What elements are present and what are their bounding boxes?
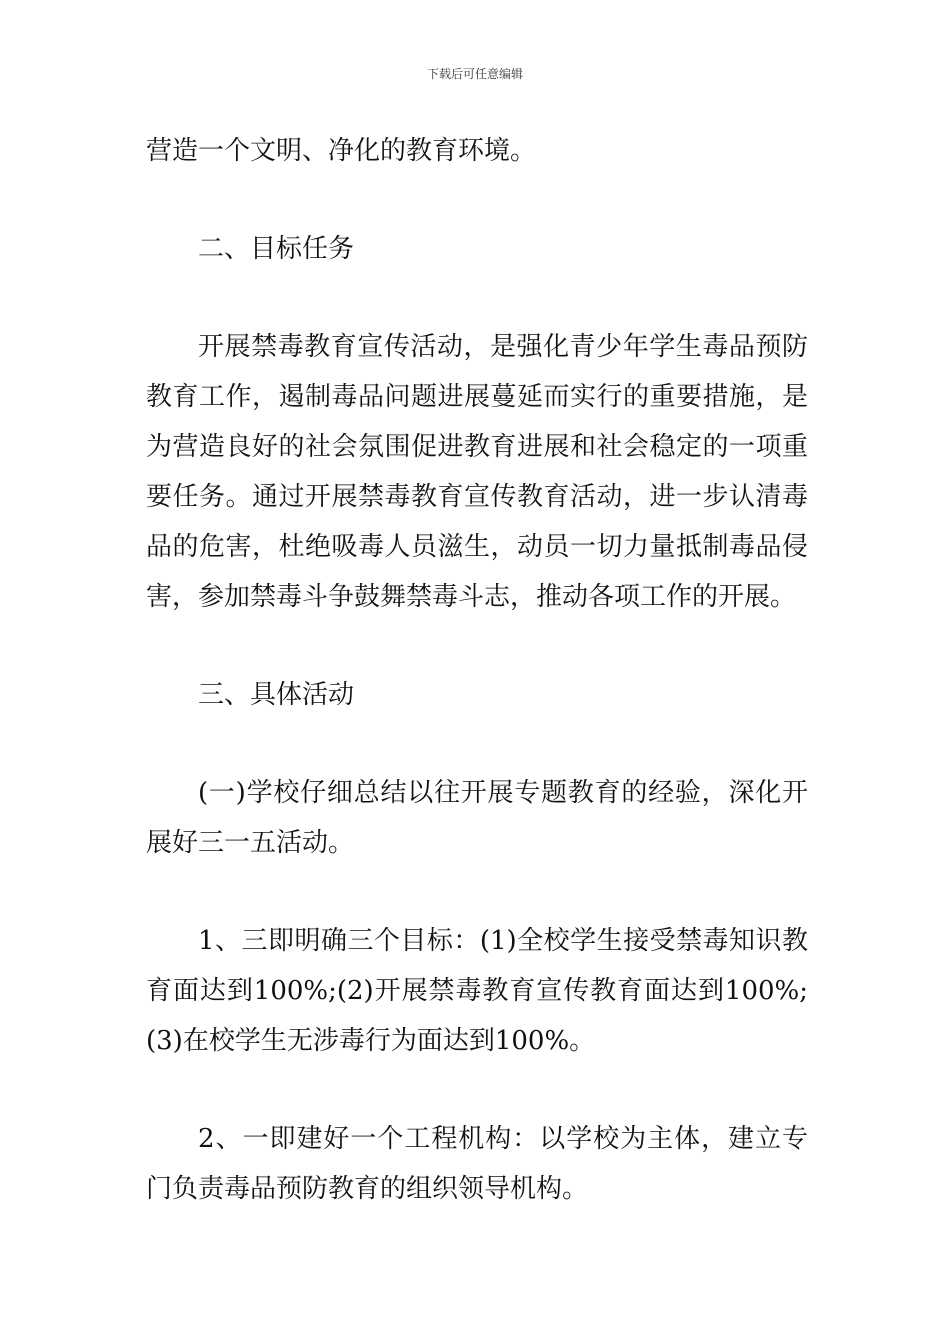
paragraph-activity-intro: (一)学校仔细总结以往开展专题教育的经验，深化开展好三一五活动。	[146, 778, 808, 858]
page-header: 下载后可任意编辑	[426, 67, 523, 81]
paragraph-item-2: 2、一即建好一个工程机构：以学校为主体，建立专门负责毒品预防教育的组织领导机构。	[146, 1124, 808, 1204]
document-body	[146, 126, 808, 1262]
section-heading-activities: 三、具体活动	[198, 680, 355, 710]
paragraph-item-1: 1、三即明确三个目标：(1)全校学生接受禁毒知识教育面达到100%;(2)开展禁毒教育宣传教育面达到100%;(3)在校学生无涉毒行为面达到100%。	[146, 926, 808, 1056]
section-heading-goals: 二、目标任务	[198, 234, 355, 264]
paragraph-continuation: 营造一个文明、净化的教育环境。	[146, 136, 537, 166]
paragraph-goals: 开展禁毒教育宣传活动，是强化青少年学生毒品预防教育工作，遏制毒品问题进展蔓延而实行的重要措施，是为营造良好的社会氛围促进教育进展和社会稳定的一项重要任务。通过开展禁毒教育宣传教育活动，进一步认清毒品的危害，杜绝吸毒人员滋生，动员一切力量抵制毒品侵害，参加禁毒斗争鼓舞禁毒斗志，推动各项工作的开展。	[146, 332, 808, 612]
